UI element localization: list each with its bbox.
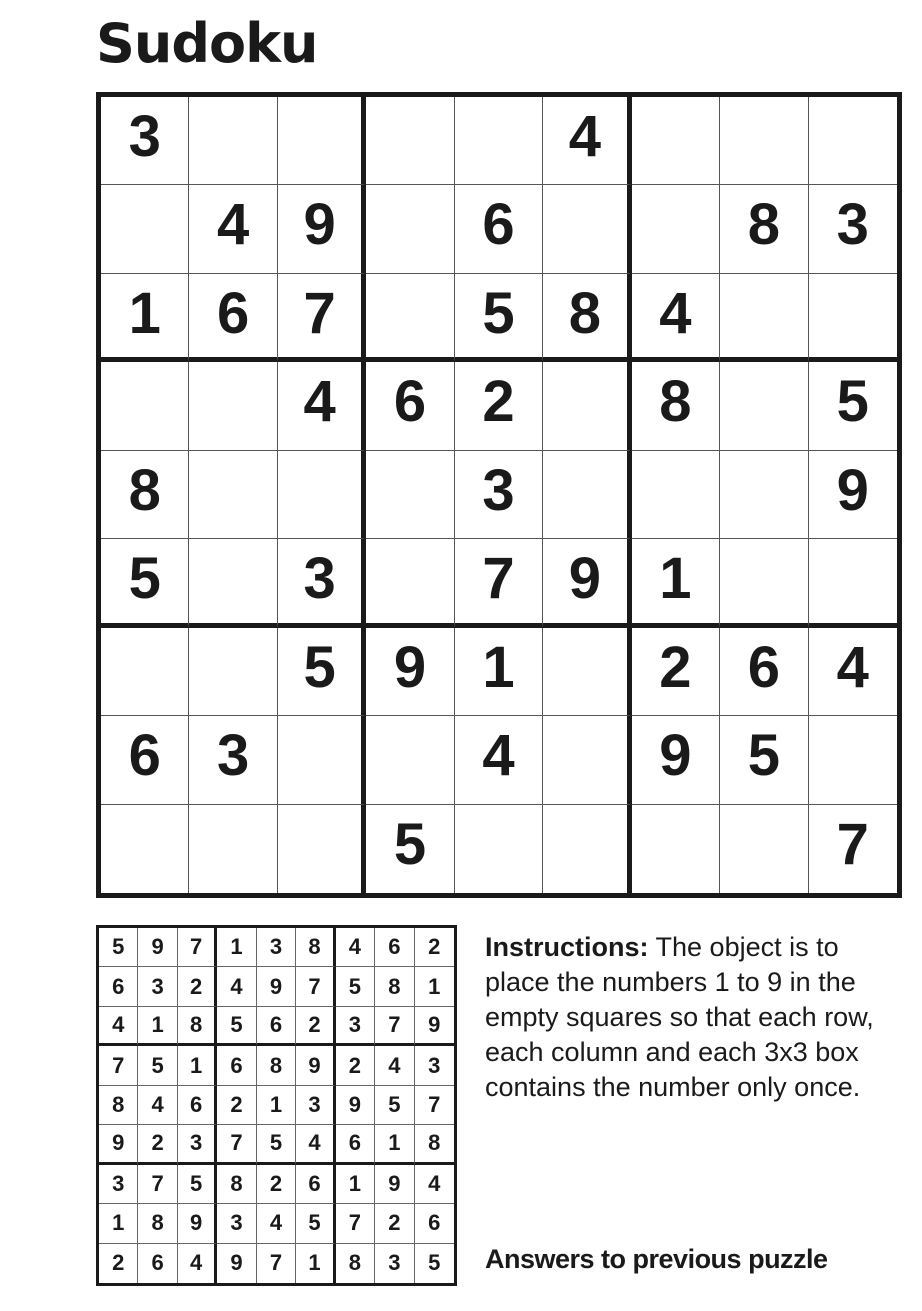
previous-answers-grid xyxy=(96,925,457,1286)
answer-cell: 8 xyxy=(336,1244,375,1283)
answer-cell: 7 xyxy=(99,1046,138,1085)
answer-cell: 1 xyxy=(375,1125,414,1164)
puzzle-cell[interactable] xyxy=(366,97,454,185)
answer-cell: 6 xyxy=(336,1125,375,1164)
puzzle-cell[interactable] xyxy=(720,805,808,893)
answer-cell: 8 xyxy=(99,1086,138,1125)
answer-cell: 5 xyxy=(296,1204,335,1243)
puzzle-cell[interactable]: 4 xyxy=(632,274,720,362)
answer-cell: 3 xyxy=(296,1086,335,1125)
puzzle-cell[interactable] xyxy=(278,97,366,185)
puzzle-cell[interactable]: 9 xyxy=(543,539,631,627)
answer-cell: 2 xyxy=(138,1125,177,1164)
answer-cell: 9 xyxy=(296,1046,335,1085)
puzzle-cell[interactable] xyxy=(366,539,454,627)
puzzle-cell[interactable] xyxy=(543,185,631,273)
puzzle-cell[interactable]: 1 xyxy=(632,539,720,627)
answer-cell: 9 xyxy=(99,1125,138,1164)
answer-cell: 5 xyxy=(99,928,138,967)
puzzle-cell[interactable] xyxy=(809,97,897,185)
puzzle-cell[interactable]: 8 xyxy=(632,362,720,450)
puzzle-cell[interactable] xyxy=(543,628,631,716)
answer-cell: 9 xyxy=(138,928,177,967)
answer-cell: 2 xyxy=(336,1046,375,1085)
puzzle-cell[interactable] xyxy=(809,716,897,804)
answer-cell: 3 xyxy=(178,1125,217,1164)
puzzle-cell[interactable]: 7 xyxy=(278,274,366,362)
answer-cell: 8 xyxy=(257,1046,296,1085)
puzzle-cell[interactable]: 9 xyxy=(632,716,720,804)
puzzle-cell[interactable]: 4 xyxy=(543,97,631,185)
answer-cell: 5 xyxy=(428,1250,441,1276)
puzzle-cell[interactable] xyxy=(632,97,720,185)
puzzle-cell[interactable] xyxy=(720,539,808,627)
answer-cell: 8 xyxy=(178,1007,217,1046)
answer-cell: 9 xyxy=(375,1165,414,1204)
answer-cell: 3 xyxy=(375,1244,414,1283)
answer-cell: 1 xyxy=(138,1007,177,1046)
puzzle-cell[interactable] xyxy=(455,97,543,185)
answer-cell: 2 xyxy=(415,928,454,967)
answer-cell: 4 xyxy=(375,1046,414,1085)
answer-cell: 4 xyxy=(415,1165,454,1204)
puzzle-cell[interactable]: 4 xyxy=(809,628,897,716)
puzzle-cell[interactable] xyxy=(278,451,366,539)
answer-cell: 6 xyxy=(296,1165,335,1204)
puzzle-cell[interactable]: 6 xyxy=(189,274,277,362)
puzzle-cell[interactable]: 7 xyxy=(455,539,543,627)
puzzle-cell[interactable]: 4 xyxy=(455,716,543,804)
answer-cell: 6 xyxy=(217,1046,256,1085)
answer-cell: 5 xyxy=(257,1125,296,1164)
puzzle-cell[interactable]: 6 xyxy=(455,185,543,273)
puzzle-cell[interactable]: 2 xyxy=(455,362,543,450)
puzzle-cell[interactable] xyxy=(101,185,189,273)
puzzle-cell[interactable]: 3 xyxy=(809,185,897,273)
answer-cell: 7 xyxy=(296,967,335,1006)
answer-cell: 2 xyxy=(375,1204,414,1243)
answer-cell: 7 xyxy=(257,1244,296,1283)
puzzle-cell[interactable] xyxy=(720,274,808,362)
answer-cell: 9 xyxy=(415,1007,454,1046)
answer-cell: 5 xyxy=(178,1165,217,1204)
puzzle-cell[interactable]: 4 xyxy=(278,362,366,450)
answer-cell: 9 xyxy=(257,967,296,1006)
answer-cell: 7 xyxy=(178,928,217,967)
puzzle-cell[interactable] xyxy=(632,805,720,893)
answer-cell: 4 xyxy=(217,967,256,1006)
puzzle-cell[interactable] xyxy=(720,451,808,539)
answer-cell: 3 xyxy=(138,967,177,1006)
puzzle-cell[interactable] xyxy=(455,805,543,893)
answer-cell: 2 xyxy=(178,967,217,1006)
puzzle-cell[interactable]: 3 xyxy=(455,451,543,539)
answer-cell: 8 xyxy=(415,1125,454,1164)
answer-cell: 7 xyxy=(415,1086,454,1125)
puzzle-cell[interactable]: 6 xyxy=(101,716,189,804)
answer-cell: 3 xyxy=(217,1204,256,1243)
answer-cell: 5 xyxy=(138,1046,177,1085)
puzzle-cell[interactable]: 6 xyxy=(720,628,808,716)
puzzle-cell[interactable]: 1 xyxy=(455,628,543,716)
answers-caption: Answers to previous puzzle xyxy=(485,1244,828,1274)
answer-cell: 8 xyxy=(375,967,414,1006)
puzzle-cell[interactable] xyxy=(189,628,277,716)
puzzle-cell[interactable]: 2 xyxy=(632,628,720,716)
answer-cell: 2 xyxy=(217,1086,256,1125)
answer-cell: 4 xyxy=(257,1204,296,1243)
puzzle-cell[interactable] xyxy=(809,274,897,362)
puzzle-cell[interactable] xyxy=(101,362,189,450)
puzzle-cell[interactable]: 5 xyxy=(720,716,808,804)
answer-cell: 6 xyxy=(138,1244,177,1283)
puzzle-cell[interactable] xyxy=(189,362,277,450)
puzzle-cell[interactable]: 1 xyxy=(101,274,189,362)
puzzle-cell[interactable] xyxy=(189,539,277,627)
puzzle-cell[interactable]: 7 xyxy=(836,811,869,877)
answer-cell: 7 xyxy=(375,1007,414,1046)
answer-cell: 8 xyxy=(296,928,335,967)
answer-cell: 9 xyxy=(178,1204,217,1243)
answer-cell: 4 xyxy=(99,1007,138,1046)
puzzle-cell[interactable] xyxy=(720,97,808,185)
puzzle-cell[interactable] xyxy=(366,451,454,539)
puzzle-cell[interactable] xyxy=(101,805,189,893)
puzzle-cell[interactable]: 5 xyxy=(455,274,543,362)
puzzle-cell[interactable] xyxy=(543,451,631,539)
answer-cell: 1 xyxy=(99,1204,138,1243)
answer-cell: 2 xyxy=(99,1244,138,1283)
answer-cell: 2 xyxy=(257,1165,296,1204)
puzzle-cell[interactable] xyxy=(543,716,631,804)
answer-cell: 4 xyxy=(178,1244,217,1283)
puzzle-cell[interactable] xyxy=(366,185,454,273)
answer-cell: 7 xyxy=(217,1125,256,1164)
answer-cell: 6 xyxy=(257,1007,296,1046)
answer-cell: 6 xyxy=(178,1086,217,1125)
answer-cell: 4 xyxy=(138,1086,177,1125)
page-title: Sudoku xyxy=(96,12,318,75)
puzzle-cell[interactable] xyxy=(809,539,897,627)
puzzle-cell[interactable] xyxy=(278,805,366,893)
answer-cell: 3 xyxy=(257,928,296,967)
puzzle-cell[interactable]: 9 xyxy=(278,185,366,273)
puzzle-cell[interactable]: 3 xyxy=(101,97,189,185)
puzzle-cell[interactable]: 8 xyxy=(720,185,808,273)
puzzle-cell[interactable] xyxy=(366,274,454,362)
answer-cell: 4 xyxy=(336,928,375,967)
answer-cell: 1 xyxy=(178,1046,217,1085)
puzzle-cell[interactable]: 5 xyxy=(278,628,366,716)
instructions-text: The object is to place the numbers 1 to 9 in the empty squares so that each row, each column and each 3x3 box contains the number only once. xyxy=(485,932,874,1102)
puzzle-cell[interactable]: 8 xyxy=(543,274,631,362)
answer-cell: 5 xyxy=(217,1007,256,1046)
answer-cell: 1 xyxy=(217,928,256,967)
answer-cell: 6 xyxy=(415,1204,454,1243)
instructions xyxy=(485,930,885,1105)
answer-cell: 1 xyxy=(257,1086,296,1125)
puzzle-cell[interactable] xyxy=(189,451,277,539)
puzzle-cell[interactable] xyxy=(632,451,720,539)
puzzle-cell[interactable] xyxy=(543,362,631,450)
answer-cell: 9 xyxy=(217,1244,256,1283)
answer-cell: 4 xyxy=(296,1125,335,1164)
puzzle-cell[interactable]: 5 xyxy=(366,805,454,893)
puzzle-cell[interactable] xyxy=(278,716,366,804)
answer-cell: 6 xyxy=(99,967,138,1006)
puzzle-cell[interactable] xyxy=(543,805,631,893)
puzzle-cell[interactable]: 3 xyxy=(189,716,277,804)
answer-cell: 3 xyxy=(415,1046,454,1085)
sudoku-puzzle-grid xyxy=(96,92,902,898)
answer-cell: 6 xyxy=(375,928,414,967)
puzzle-cell[interactable] xyxy=(101,628,189,716)
puzzle-cell[interactable] xyxy=(366,716,454,804)
answer-cell: 1 xyxy=(336,1165,375,1204)
puzzle-cell[interactable]: 4 xyxy=(189,185,277,273)
puzzle-cell[interactable]: 8 xyxy=(101,451,189,539)
answer-cell: 3 xyxy=(99,1165,138,1204)
puzzle-cell[interactable] xyxy=(720,362,808,450)
instructions-label: Instructions: xyxy=(485,932,649,962)
answer-cell: 8 xyxy=(138,1204,177,1243)
puzzle-cell[interactable]: 9 xyxy=(366,628,454,716)
puzzle-cell[interactable] xyxy=(189,805,277,893)
answer-cell: 9 xyxy=(336,1086,375,1125)
puzzle-cell[interactable] xyxy=(632,185,720,273)
puzzle-cell[interactable]: 6 xyxy=(366,362,454,450)
puzzle-cell[interactable]: 5 xyxy=(101,539,189,627)
puzzle-cell[interactable]: 9 xyxy=(809,451,897,539)
answer-cell: 7 xyxy=(138,1165,177,1204)
puzzle-cell[interactable]: 3 xyxy=(278,539,366,627)
puzzle-cell[interactable]: 5 xyxy=(809,362,897,450)
puzzle-cell[interactable] xyxy=(189,97,277,185)
answer-cell: 7 xyxy=(336,1204,375,1243)
answer-cell: 3 xyxy=(336,1007,375,1046)
answer-cell: 8 xyxy=(217,1165,256,1204)
answer-cell: 1 xyxy=(415,967,454,1006)
answer-cell: 2 xyxy=(296,1007,335,1046)
answer-cell: 5 xyxy=(336,967,375,1006)
answer-cell: 5 xyxy=(375,1086,414,1125)
answer-cell: 1 xyxy=(296,1244,335,1283)
